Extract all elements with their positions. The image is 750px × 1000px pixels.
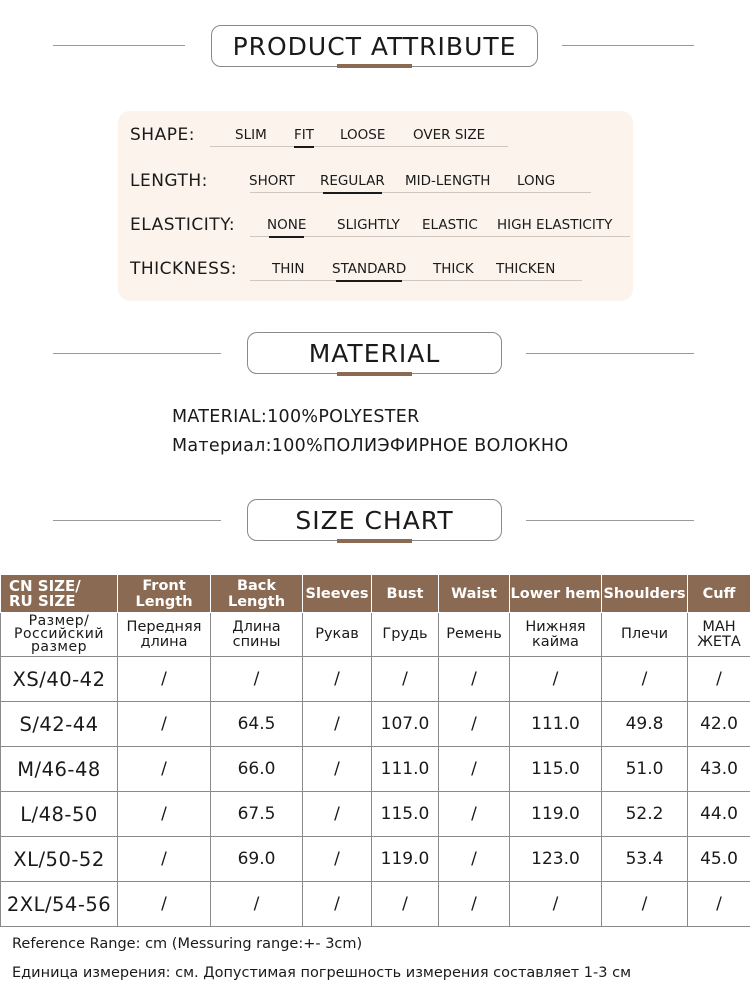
size-label-cell: S/42-44 [1, 702, 118, 747]
attribute-baseline [250, 192, 591, 193]
attribute-row [130, 125, 630, 155]
measurement-cell: / [602, 882, 688, 927]
measurement-cell: / [510, 657, 602, 702]
size-label-cell: 2XL/54-56 [1, 882, 118, 927]
divider-line [526, 353, 694, 354]
measurement-cell: / [211, 882, 303, 927]
divider-line [53, 520, 221, 521]
attribute-row [130, 171, 630, 201]
measurement-cell: / [118, 747, 211, 792]
measurement-cell: / [303, 792, 372, 837]
measurement-cell: 64.5 [211, 702, 303, 747]
attribute-baseline [250, 236, 630, 237]
measurement-cell: / [303, 702, 372, 747]
section-title-product-attribute: PRODUCT ATTRIBUTE [211, 25, 538, 67]
size-chart-header-cell-ru: Рукав [303, 613, 372, 657]
measurement-cell: / [439, 882, 510, 927]
divider-line [562, 45, 694, 46]
attribute-option: THICKEN [496, 261, 556, 277]
title-underline [337, 372, 412, 376]
size-chart-header-cell: Lower hem [510, 575, 602, 613]
size-chart-header-cell-ru: Плечи [602, 613, 688, 657]
measurement-cell: / [510, 882, 602, 927]
measurement-cell: 111.0 [372, 747, 439, 792]
measurement-cell: / [439, 792, 510, 837]
size-chart-header-cell: Waist [439, 575, 510, 613]
attribute-option: THIN [272, 261, 305, 277]
attribute-panel [118, 111, 633, 301]
measurement-cell: 53.4 [602, 837, 688, 882]
measurement-cell: / [118, 657, 211, 702]
size-label-cell: M/46-48 [1, 747, 118, 792]
measurement-cell: / [303, 657, 372, 702]
attribute-option: OVER SIZE [413, 127, 486, 143]
measurement-cell: / [118, 702, 211, 747]
size-chart-header-cell-ru: Длина спины [211, 613, 303, 657]
attribute-option: STANDARD [332, 261, 407, 277]
size-label-cell: L/48-50 [1, 792, 118, 837]
section-title-material: MATERIAL [247, 332, 502, 374]
attribute-baseline [210, 146, 508, 147]
size-chart-header-cell-ru: Нижняя кайма [510, 613, 602, 657]
measurement-cell: / [439, 747, 510, 792]
size-chart-header-row-ru [1, 613, 750, 657]
attribute-option: LOOSE [340, 127, 386, 143]
measurement-cell: / [688, 882, 750, 927]
size-chart-header-cell: Bust [372, 575, 439, 613]
size-chart-header-row [1, 575, 750, 613]
measurement-cell: 42.0 [688, 702, 750, 747]
section-title-size-chart: SIZE CHART [247, 499, 502, 541]
size-chart-header-cell-ru: Передняя длина [118, 613, 211, 657]
selected-option-marker [336, 280, 403, 282]
measurement-cell: 44.0 [688, 792, 750, 837]
size-chart-header-cell: Back Length [211, 575, 303, 613]
reference-note-en: Reference Range: cm (Messuring range:+- 3cm) [12, 936, 363, 952]
measurement-cell: / [439, 657, 510, 702]
attribute-option: ELASTIC [422, 217, 478, 233]
attribute-option: HIGH ELASTICITY [497, 217, 613, 233]
size-chart-table [0, 574, 750, 927]
table-row [1, 837, 750, 882]
size-chart-header-cell: Shoulders [602, 575, 688, 613]
measurement-cell: / [303, 882, 372, 927]
attribute-label: LENGTH: [130, 171, 208, 191]
attribute-option: SLIGHTLY [337, 217, 400, 233]
title-underline [337, 539, 412, 543]
attribute-row [130, 215, 630, 245]
table-row [1, 792, 750, 837]
measurement-cell: / [118, 882, 211, 927]
measurement-cell: 115.0 [372, 792, 439, 837]
size-chart-header-cell-ru: МАН ЖЕТА [688, 613, 750, 657]
attribute-option: SLIM [235, 127, 267, 143]
material-text-ru: Материал:100%ПОЛИЭФИРНОЕ ВОЛОКНО [172, 436, 569, 456]
attribute-row [130, 259, 630, 289]
divider-line [526, 520, 694, 521]
title-underline [337, 64, 412, 68]
measurement-cell: 66.0 [211, 747, 303, 792]
measurement-cell: / [303, 747, 372, 792]
attribute-option: THICK [433, 261, 474, 277]
measurement-cell: 115.0 [510, 747, 602, 792]
measurement-cell: 111.0 [510, 702, 602, 747]
divider-line [53, 45, 185, 46]
measurement-cell: 67.5 [211, 792, 303, 837]
attribute-option: FIT [294, 127, 314, 143]
measurement-cell: / [211, 657, 303, 702]
selected-option-marker [269, 236, 304, 238]
attribute-option: LONG [517, 173, 556, 189]
measurement-cell: / [372, 657, 439, 702]
table-row [1, 747, 750, 792]
table-row [1, 702, 750, 747]
measurement-cell: 119.0 [510, 792, 602, 837]
size-chart-header-cell: CN SIZE/ RU SIZE [1, 575, 118, 613]
size-label-cell: XS/40-42 [1, 657, 118, 702]
measurement-cell: 119.0 [372, 837, 439, 882]
size-label-cell: XL/50-52 [1, 837, 118, 882]
measurement-cell: / [118, 837, 211, 882]
measurement-cell: 69.0 [211, 837, 303, 882]
selected-option-marker [294, 146, 314, 148]
measurement-cell: 49.8 [602, 702, 688, 747]
attribute-label: THICKNESS: [130, 259, 237, 279]
measurement-cell: 51.0 [602, 747, 688, 792]
attribute-option: SHORT [249, 173, 295, 189]
table-row [1, 882, 750, 927]
measurement-cell: 123.0 [510, 837, 602, 882]
size-chart-header-cell-ru: Размер/ Российский размер [1, 613, 118, 657]
measurement-cell: / [372, 882, 439, 927]
attribute-option: REGULAR [320, 173, 385, 189]
measurement-cell: / [688, 657, 750, 702]
reference-note-ru: Единица измерения: см. Допустимая погрешность измерения составляет 1-3 см [12, 965, 632, 981]
attribute-label: SHAPE: [130, 125, 195, 145]
table-row [1, 657, 750, 702]
measurement-cell: / [118, 792, 211, 837]
measurement-cell: / [439, 837, 510, 882]
size-chart-header-cell-ru: Грудь [372, 613, 439, 657]
measurement-cell: 43.0 [688, 747, 750, 792]
size-chart-header-cell: Cuff [688, 575, 750, 613]
size-chart-header-cell: Front Length [118, 575, 211, 613]
size-chart-header-cell-ru: Ремень [439, 613, 510, 657]
measurement-cell: / [602, 657, 688, 702]
selected-option-marker [323, 192, 382, 194]
measurement-cell: / [303, 837, 372, 882]
size-chart-header-cell: Sleeves [303, 575, 372, 613]
material-text-en: MATERIAL:100%POLYESTER [172, 407, 420, 427]
attribute-label: ELASTICITY: [130, 215, 236, 235]
measurement-cell: 45.0 [688, 837, 750, 882]
attribute-option: MID-LENGTH [405, 173, 491, 189]
attribute-baseline [250, 280, 582, 281]
attribute-option: NONE [267, 217, 307, 233]
measurement-cell: 52.2 [602, 792, 688, 837]
divider-line [53, 353, 221, 354]
measurement-cell: / [439, 702, 510, 747]
measurement-cell: 107.0 [372, 702, 439, 747]
